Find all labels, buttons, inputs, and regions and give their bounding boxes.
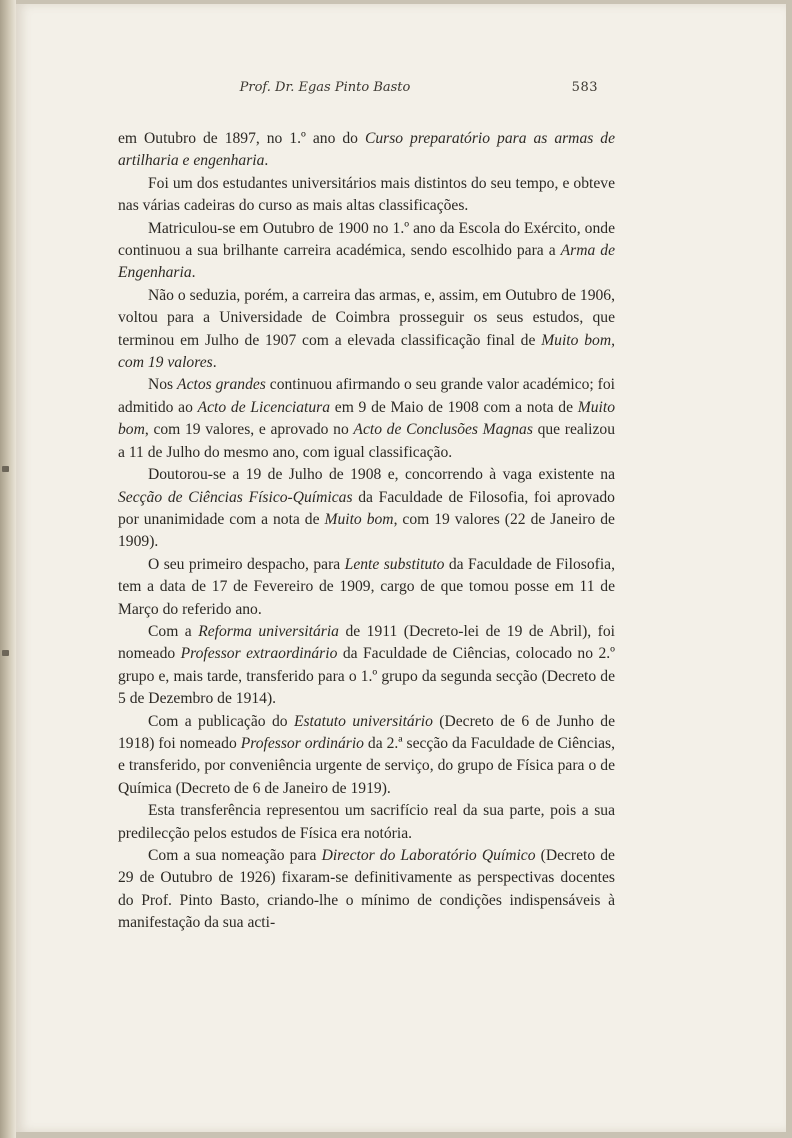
italic-text: Muito bom: [118, 398, 615, 439]
text-run: .: [212, 354, 217, 372]
paragraph: [118, 374, 615, 464]
text-run: .: [264, 152, 269, 170]
page-header: [118, 80, 598, 102]
paragraph: [118, 800, 615, 845]
italic-text: Acto de Conclusões Magnas: [353, 421, 533, 439]
text-run: da Faculdade de Filosofia, foi aprovado por unanimidade com a nota de: [118, 488, 615, 528]
text-run: em Outubro de 1897, no 1.º ano do: [118, 130, 365, 147]
italic-text: Reforma universitária: [198, 622, 339, 640]
italic-text: Estatuto universitário: [293, 712, 433, 730]
text-run: Com a publicação do: [148, 712, 294, 730]
paragraph: [118, 554, 615, 621]
italic-text: Secção de Ciências Físico-Químicas: [118, 488, 353, 506]
text-run: em 9 de Maio de 1908 com a nota de: [330, 398, 578, 416]
text-run: da Faculdade de Filosofia, tem a data de 17 de Fevereiro de 1909, cargo de que tomou posse em 11 de Março do referido ano.: [118, 555, 615, 618]
italic-text: Curso preparatório para as armas de artilharia e engenharia: [118, 130, 616, 170]
text-run: (Decreto de 6 de Junho de 1918) foi nomeado: [118, 712, 616, 752]
text-run: continuou afirmando o seu grande valor académico; foi admitido ao: [118, 376, 615, 416]
text-run: Com a: [148, 622, 199, 640]
italic-text: Actos grandes: [177, 376, 266, 394]
italic-text: Professor ordinário: [240, 734, 364, 752]
italic-text: Lente substituto: [344, 555, 445, 573]
paragraph: [118, 464, 615, 554]
italic-text: Muito bom, com 19 valores: [118, 331, 615, 372]
binding-mark: [2, 650, 9, 656]
italic-text: Professor extraordinário: [180, 645, 338, 663]
book-binding-edge: [0, 0, 16, 1138]
page-number: 583: [571, 80, 598, 95]
text-run: O seu primeiro despacho, para: [148, 555, 345, 573]
text-run: , com 19 valores, e aprovado no: [144, 421, 354, 439]
body-text: [118, 128, 615, 935]
italic-text: Arma de Engenharia: [118, 242, 615, 282]
paragraph: [118, 285, 615, 375]
paragraph: [118, 845, 615, 935]
text-run: (Decreto de 29 de Outubro de 1926) fixaram-se definitivamente as perspectivas docentes do Prof. Pinto Basto, criando-lhe o mínimo de condições indispensáveis à manifestação da sua acti-: [118, 847, 615, 932]
text-run: Esta transferência representou um sacrifício real da sua parte, pois a sua predilecção pelos estudos de Física era notória.: [118, 802, 615, 842]
paragraph: [118, 128, 615, 173]
text-run: Não o seduzia, porém, a carreira das armas, e, assim, em Outubro de 1906, voltou para a Universidade de Coimbra prosseguir os seus estudos, que terminou em Julho de 1907 com a elevada classificação final de: [118, 286, 615, 349]
text-run: da 2.ª secção da Faculdade de Ciências, e transferido, por conveniência urgente de serviço, do grupo de Física para o de Química (Decreto de 6 de Janeiro de 1919).: [118, 734, 615, 797]
text-run: Com a sua nomeação para: [148, 847, 322, 864]
text-run: Foi um dos estudantes universitários mais distintos do seu tempo, e obteve nas várias cadeiras do curso as mais altas classificações.: [118, 174, 615, 215]
italic-text: Muito bom: [324, 510, 394, 528]
text-run: de 1911 (Decreto-lei de 19 de Abril), foi nomeado: [118, 622, 615, 663]
text-run: Doutorou-se a 19 de Julho de 1908 e, concorrendo à vaga existente na: [148, 466, 615, 484]
binding-mark: [2, 466, 9, 472]
italic-text: Director do Laboratório Químico: [321, 847, 536, 864]
text-run: .: [191, 264, 196, 282]
text-run: , com 19 valores (22 de Janeiro de 1909).: [118, 510, 615, 551]
text-run: Nos: [148, 376, 178, 394]
paragraph: [118, 621, 615, 711]
text-run: da Faculdade de Ciências, colocado no 2.º grupo e, mais tarde, transferido para o 1.º grupo da segunda secção (Decreto de 5 de Dezembro de 1914).: [118, 645, 615, 708]
paragraph: [118, 711, 615, 801]
text-run: que realizou a 11 de Julho do mesmo ano, com igual classificação.: [118, 421, 615, 461]
italic-text: Acto de Licenciatura: [197, 398, 331, 416]
text-run: Matriculou-se em Outubro de 1900 no 1.º ano da Escola do Exército, onde continuou a sua brilhante carreira académica, sendo escolhido para a: [118, 219, 615, 260]
paragraph: [118, 218, 615, 285]
paragraph: [118, 173, 615, 218]
running-title: Prof. Dr. Egas Pinto Basto: [239, 80, 411, 95]
